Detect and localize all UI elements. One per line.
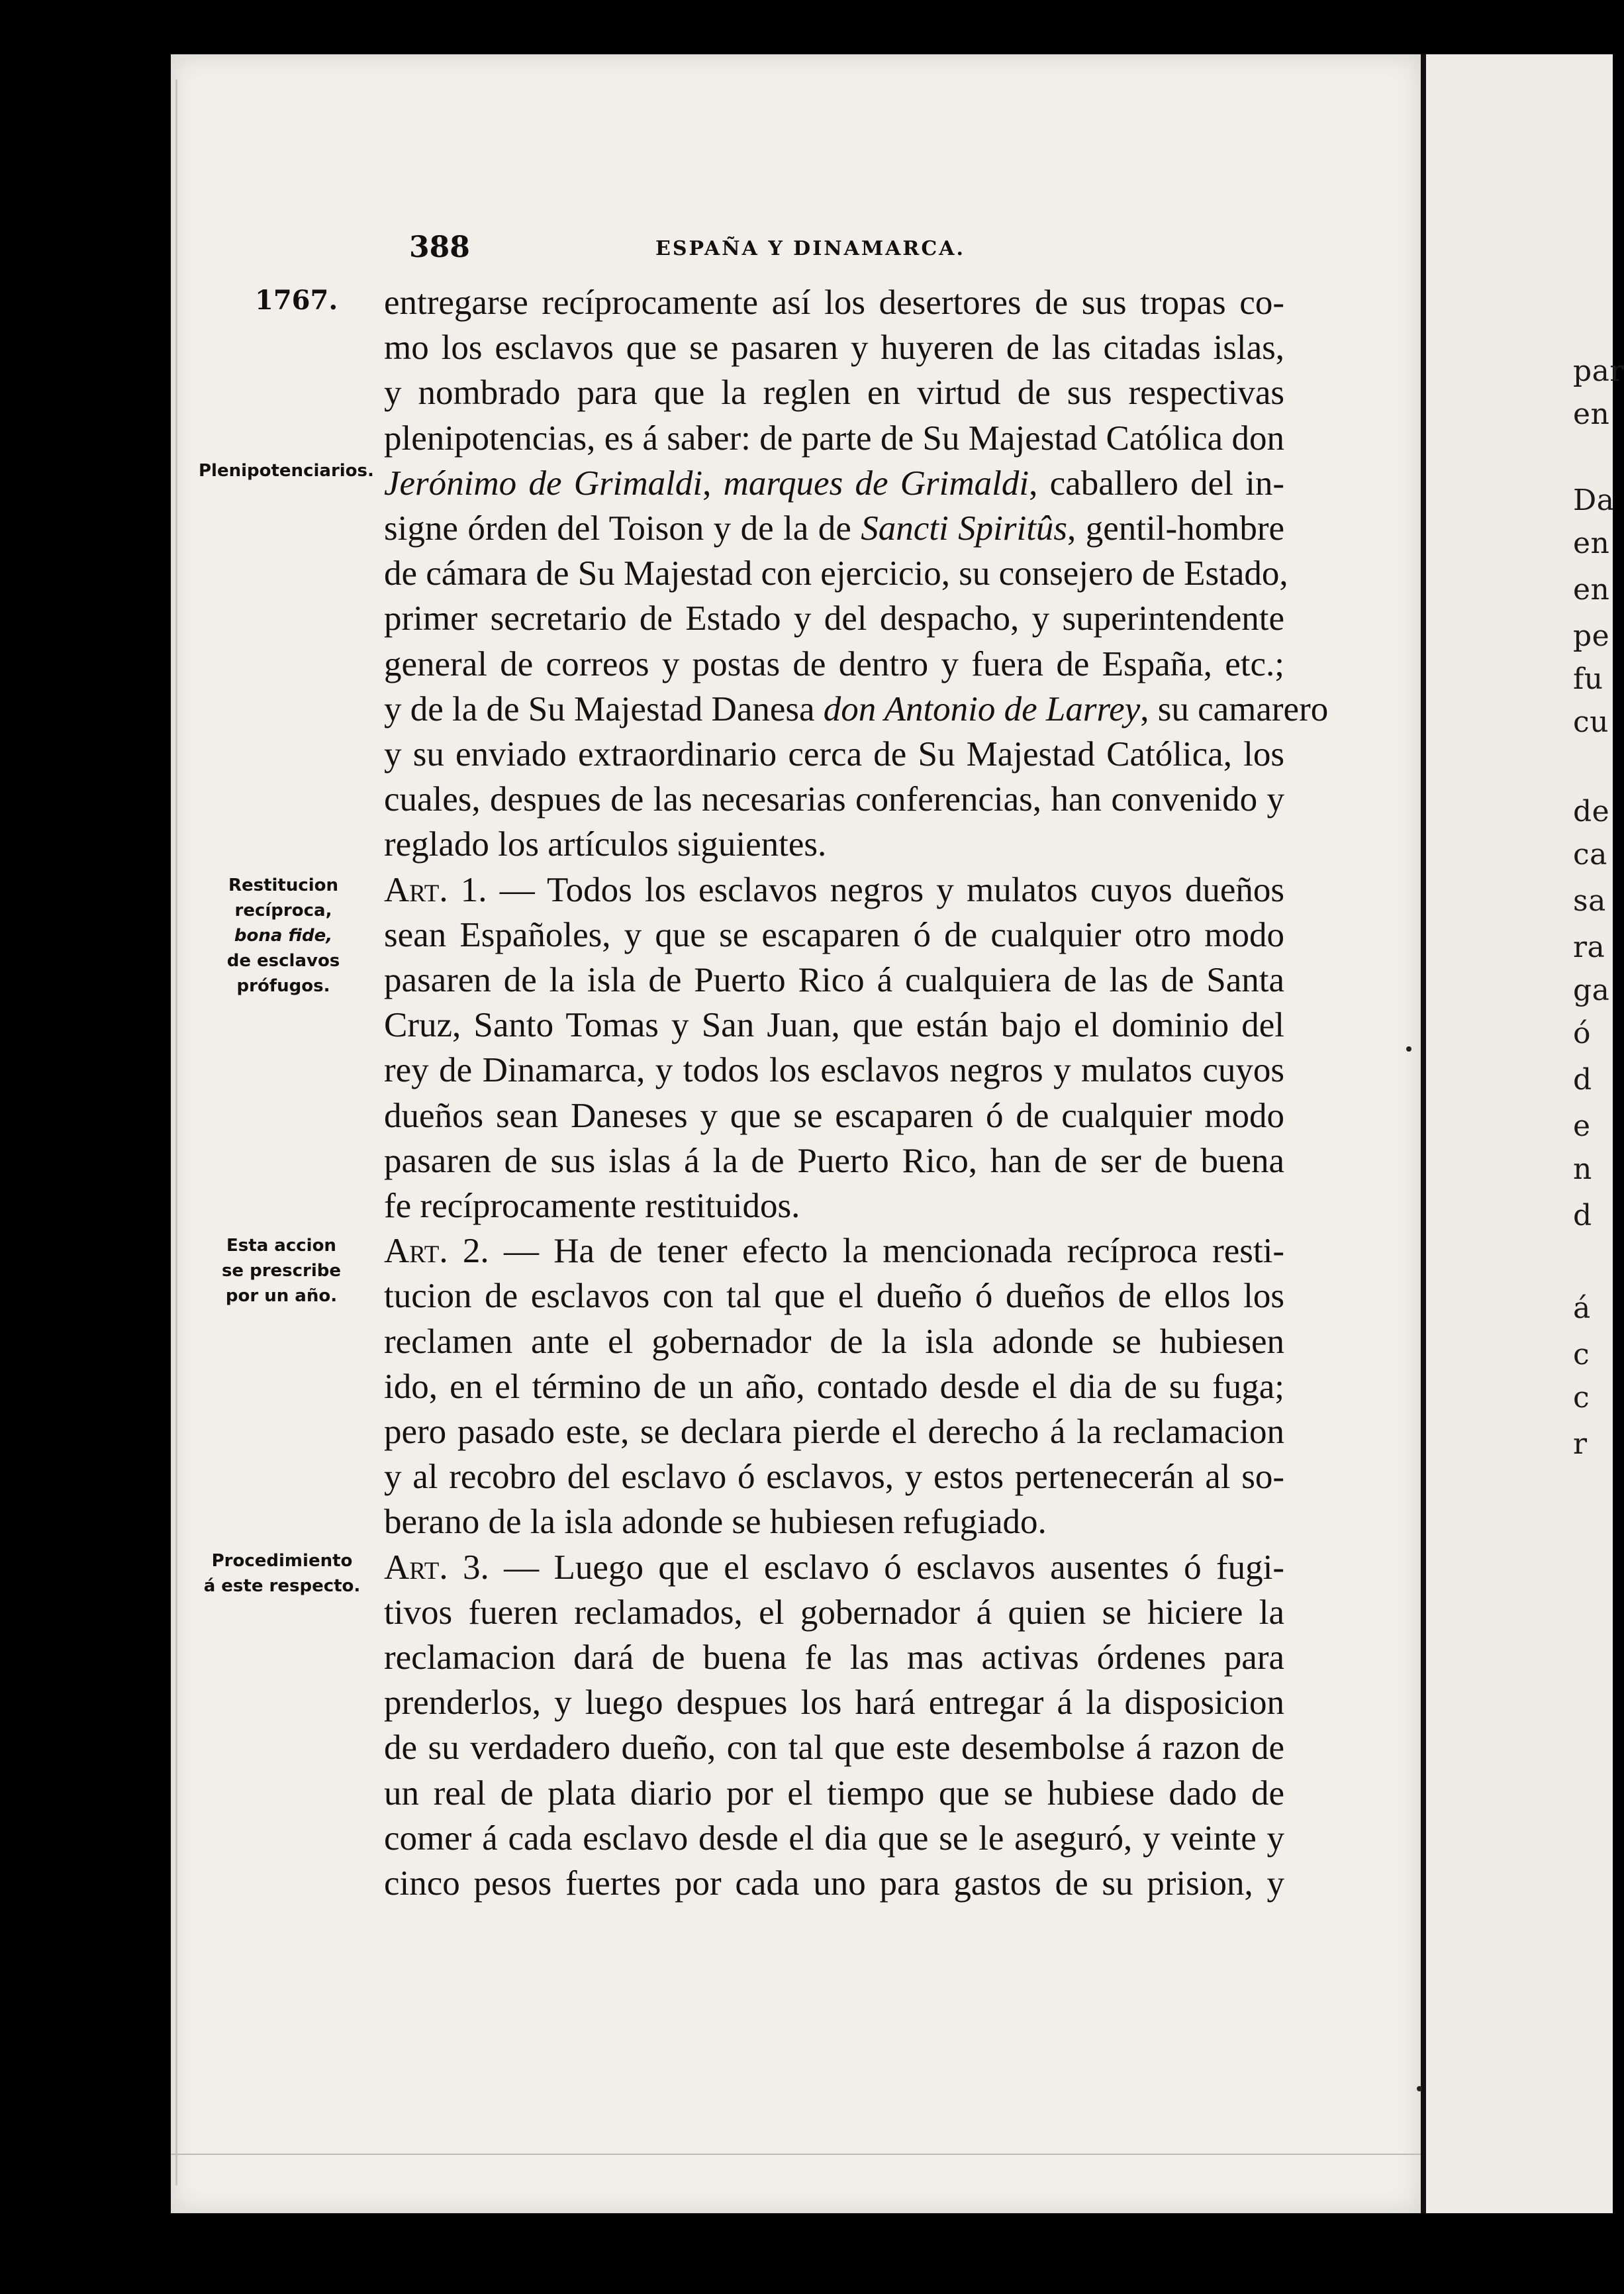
body-line: un real de plata diario por el tiempo que se hubiese dado de bbox=[384, 1773, 1284, 1813]
body-line: y al recobro del esclavo ó esclavos, y estos pertenecerán al so- bbox=[384, 1458, 1284, 1497]
body-line: de su verdadero dueño, con tal que este desembolse á razon de bbox=[384, 1728, 1284, 1768]
facing-page-fragment: en bbox=[1573, 573, 1610, 607]
body-line: comer á cada esclavo desde el dia que se le aseguró, y veinte y bbox=[384, 1819, 1284, 1858]
body-line: y de la de Su Majestad Danesa don Antonio de Larrey, su camarero bbox=[384, 689, 1329, 728]
facing-page-fragment: ga bbox=[1573, 973, 1610, 1007]
body-line: dueños sean Daneses y que se escaparen ó de cualquier modo bbox=[384, 1096, 1284, 1135]
facing-page-fragment: ó bbox=[1573, 1017, 1591, 1050]
facing-page-fragment: en bbox=[1573, 526, 1610, 560]
body-line: Art. 2. — Ha de tener efecto la mencionada recíproca resti- bbox=[384, 1232, 1284, 1271]
body-line: plenipotencias, es á saber: de parte de Su Majestad Católica don bbox=[384, 419, 1284, 458]
body-line: tucion de esclavos con tal que el dueño ó dueños de ellos los bbox=[384, 1277, 1284, 1316]
facing-page-fragment: c bbox=[1573, 1338, 1590, 1371]
body-line: mo los esclavos que se pasaren y huyeren de las citadas islas, bbox=[384, 328, 1284, 368]
scan-speck bbox=[1406, 1046, 1411, 1052]
body-line: y nombrado para que la reglen en virtud de sus respectivas bbox=[384, 374, 1284, 413]
margin-note: Plenipotenciarios. bbox=[199, 461, 374, 481]
margin-year: 1767. bbox=[255, 285, 338, 316]
body-line: rey de Dinamarca, y todos los esclavos negros y mulatos cuyos bbox=[384, 1051, 1284, 1090]
body-line: prenderlos, y luego despues los hará entregar á la disposicion bbox=[384, 1683, 1284, 1722]
facing-page-fragment: sa bbox=[1573, 884, 1606, 918]
body-line: pasaren de sus islas á la de Puerto Rico, han de ser de buena bbox=[384, 1141, 1284, 1180]
body-line: pasaren de la isla de Puerto Rico á cualquiera de las de Santa bbox=[384, 961, 1284, 999]
book-gutter bbox=[1421, 54, 1426, 2213]
facing-page-fragment: á bbox=[1573, 1291, 1591, 1325]
scan-speck bbox=[1417, 2086, 1422, 2091]
body-line: Jerónimo de Grimaldi, marques de Grimaldi, caballero del in- bbox=[384, 464, 1284, 503]
margin-note: Esta accion se prescribe por un año. bbox=[221, 1236, 342, 1306]
body-line: pero pasado este, se declara pierde el derecho á la reclamacion bbox=[384, 1413, 1284, 1451]
body-line: sean Españoles, y que se escaparen ó de cualquier otro modo bbox=[384, 915, 1284, 954]
margin-note: Restitucion recíproca, bona fide, de esclavos prófugos. bbox=[226, 875, 340, 996]
facing-page-fragment: c bbox=[1573, 1381, 1590, 1415]
body-line: signe órden del Toison y de la de Sancti Spiritûs, gentil-hombre bbox=[384, 509, 1284, 548]
body-line: y su enviado extraordinario cerca de Su Majestad Católica, los bbox=[384, 735, 1284, 773]
body-line: Cruz, Santo Tomas y San Juan, que están bajo el dominio del bbox=[384, 1006, 1284, 1045]
body-line: reclamen ante el gobernador de la isla adonde se hubiesen bbox=[384, 1322, 1284, 1361]
facing-page-fragment: par bbox=[1573, 354, 1624, 388]
facing-page-fragment: d bbox=[1573, 1199, 1592, 1232]
body-line: general de correos y postas de dentro y fuera de España, etc.; bbox=[384, 644, 1284, 683]
facing-page-fragment: d bbox=[1573, 1063, 1592, 1097]
facing-page-fragment: r bbox=[1573, 1427, 1588, 1461]
body-line: fe recíprocamente restituidos. bbox=[384, 1187, 800, 1225]
facing-page-fragment: pe bbox=[1573, 619, 1610, 653]
page-number: 388 bbox=[409, 230, 470, 264]
facing-page-fragment: fu bbox=[1573, 662, 1603, 696]
body-line: berano de la isla adonde se hubiesen refugiado. bbox=[384, 1503, 1047, 1542]
body-line: reglado los artículos siguientes. bbox=[384, 825, 827, 864]
page-edge bbox=[175, 79, 177, 2185]
facing-page-fragment: en bbox=[1573, 397, 1610, 431]
body-line: cuales, despues de las necesarias conferencias, han convenido y bbox=[384, 780, 1284, 819]
facing-page-fragment: e bbox=[1573, 1109, 1591, 1143]
running-head: ESPAÑA Y DINAMARCA. bbox=[655, 237, 965, 260]
facing-page-fragment: cu bbox=[1573, 705, 1609, 739]
page-header bbox=[397, 230, 1377, 270]
facing-page-fragment: de bbox=[1573, 795, 1610, 828]
body-line: reclamacion dará de buena fe las mas activas órdenes para bbox=[384, 1638, 1284, 1677]
body-line: Art. 3. — Luego que el esclavo ó esclavos ausentes ó fugi- bbox=[384, 1548, 1284, 1587]
facing-page-fragment: ra bbox=[1573, 930, 1605, 964]
facing-page-fragment: n bbox=[1573, 1152, 1592, 1186]
body-line: entregarse recíprocamente así los desertores de sus tropas co- bbox=[384, 283, 1284, 322]
body-line: de cámara de Su Majestad con ejercicio, su consejero de Estado, bbox=[384, 554, 1288, 593]
facing-page-fragment: Da bbox=[1573, 483, 1615, 517]
facing-page-fragment: ca bbox=[1573, 838, 1607, 872]
body-line: tivos fueren reclamados, el gobernador á quien se hiciere la bbox=[384, 1593, 1284, 1632]
margin-note: Procedimiento á este respecto. bbox=[203, 1551, 361, 1596]
body-line: ido, en el término de un año, contado desde el dia de su fuga; bbox=[384, 1367, 1284, 1406]
body-line: Art. 1. — Todos los esclavos negros y mulatos cuyos dueños bbox=[384, 870, 1284, 909]
body-line: primer secretario de Estado y del despacho, y superintendente bbox=[384, 599, 1284, 638]
body-line: cinco pesos fuertes por cada uno para gastos de su prision, y bbox=[384, 1864, 1284, 1903]
page-bottom-edge bbox=[171, 2154, 1421, 2155]
